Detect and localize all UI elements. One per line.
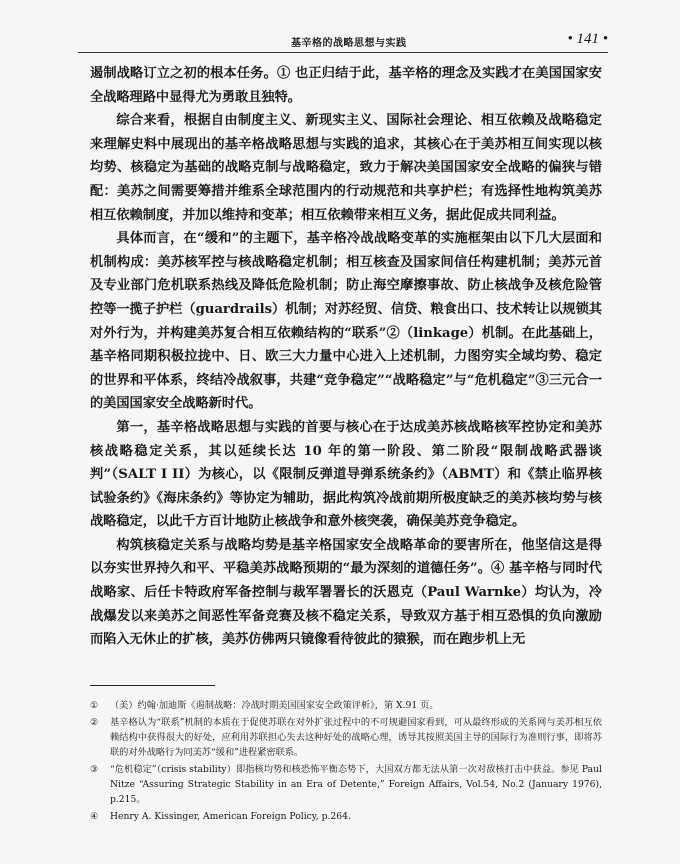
body-text <box>90 62 602 652</box>
paragraph: 综合来看，根据自由制度主义、新现实主义、国际社会理论、相互依赖及战略稳定来理解史料中展现出的基辛格战略思想与实践的追求，其核心在于美苏相互间实现以核均势、核稳定为基础的战略克制与战略稳定，致力于解决美国国家安全战略的偏狭与错配：美苏之间需要筹措并维系全球范围内的行动规范和共享护栏；有选择性地构筑美苏相互依赖制度，并加以维持和变革；相互依赖带来相互义务，据此促成共同利益。 <box>90 113 602 223</box>
footnote-mark: ③ <box>90 764 99 775</box>
footnote <box>90 698 602 713</box>
footnote-text: （美）约翰·加迪斯《遏制战略：冷战时期美国国家安全政策评析》，第 X.91 页。 <box>110 700 439 711</box>
paragraph: 构筑核稳定关系与战略均势是基辛格国家安全战略革命的要害所在，他坚信这是得以夯实世界持久和平、平稳美苏战略预期的“最为深刻的道德任务”。④ 基辛格与同时代战略家、后任卡特政府军备控制与裁军署署长的沃恩克（Paul Warnke）均认为，冷战爆发以来美苏之间恶性军备竞赛及核不稳定关系，导致双方基于相互恐惧的负向激励而陷入无休止的扩核，美苏仿佛两只镜像看待彼此的猿猴，而在跑步机上无 <box>90 537 602 648</box>
page-number: • 141 • <box>567 31 608 47</box>
footnote <box>90 762 602 807</box>
footnote-divider <box>90 685 215 686</box>
footnote-text: 基辛格认为“联系”机制的本质在于促使苏联在对外扩张过程中的不可规避国家看到，可从最终形成的关系网与美苏相互依赖结构中获得很大的好处，应利用苏联担心失去这种好处的战略心理，诱导其按照美国主导的国际行为准则行事，即将苏联的对外战略行为同美苏“缓和”进程紧密联系。 <box>110 717 602 758</box>
paragraph: 第一，基辛格战略思想与实践的首要与核心在于达成美苏核战略核军控协定和美苏核战略稳定关系，其以延续长达 10 年的第一阶段、第二阶段“限制战略武器谈判”（SALT I II）为核心，以《限制反弹道导弹系统条约》（ABMT）和《禁止临界核试验条约》《海床条约》等协定为辅助，据此构筑冷战前期所极度缺乏的美苏核均势与核战略稳定，以此千方百计地防止核战争和意外核突袭，确保美苏竞争稳定。 <box>90 419 602 530</box>
footnote <box>90 715 602 760</box>
footnote <box>90 809 602 824</box>
footnotes <box>90 698 602 826</box>
footnote-text: Henry A. Kissinger, American Foreign Policy, p.264. <box>110 811 351 822</box>
running-title: 基辛格的战略思想与实践 <box>291 38 407 49</box>
footnote-mark: ④ <box>90 811 99 822</box>
paragraph: 具体而言，在“缓和”的主题下，基辛格冷战战略变革的实施框架由以下几大层面和机制构成：美苏核军控与核战略稳定机制；相互核查及国家间信任构建机制；美苏元首及专业部门危机联系热线及降低危险机制；防止海空摩擦事故、防止核战争及核危险管控等一揽子护栏（guardrails）机制；对苏经贸、信贷、粮食出口、技术转让以规锁其对外行为，并构建美苏复合相互依赖结构的“联系”②（linkage）机制。在此基础上，基辛格同期积极拉拢中、日、欧三大力量中心进入上述机制，力图穷实全域均势、稳定的世界和平体系，终结冷战叙事，共建“竞争稳定”“战略稳定”与“危机稳定”③三元合一的美国国家安全战略新时代。 <box>90 231 602 412</box>
page-header <box>78 30 608 53</box>
footnote-mark: ① <box>90 700 99 711</box>
footnote-text: “危机稳定”（crisis stability）即指核均势和核恐怖平衡态势下，大国双方都无法从第一次对敌核打击中获益。参见 Paul Nitze “Assuring Strategic Stability in an Era of Detente,” Foreign Affairs, Vol.54, No.2 (January 1976), p.215。 <box>110 764 602 805</box>
paragraph: 遏制战略订立之初的根本任务。① 也正归结于此，基辛格的理念及实践才在美国国家安全战略理路中显得尤为勇敢且独特。 <box>90 66 602 105</box>
footnote-mark: ② <box>90 717 99 728</box>
